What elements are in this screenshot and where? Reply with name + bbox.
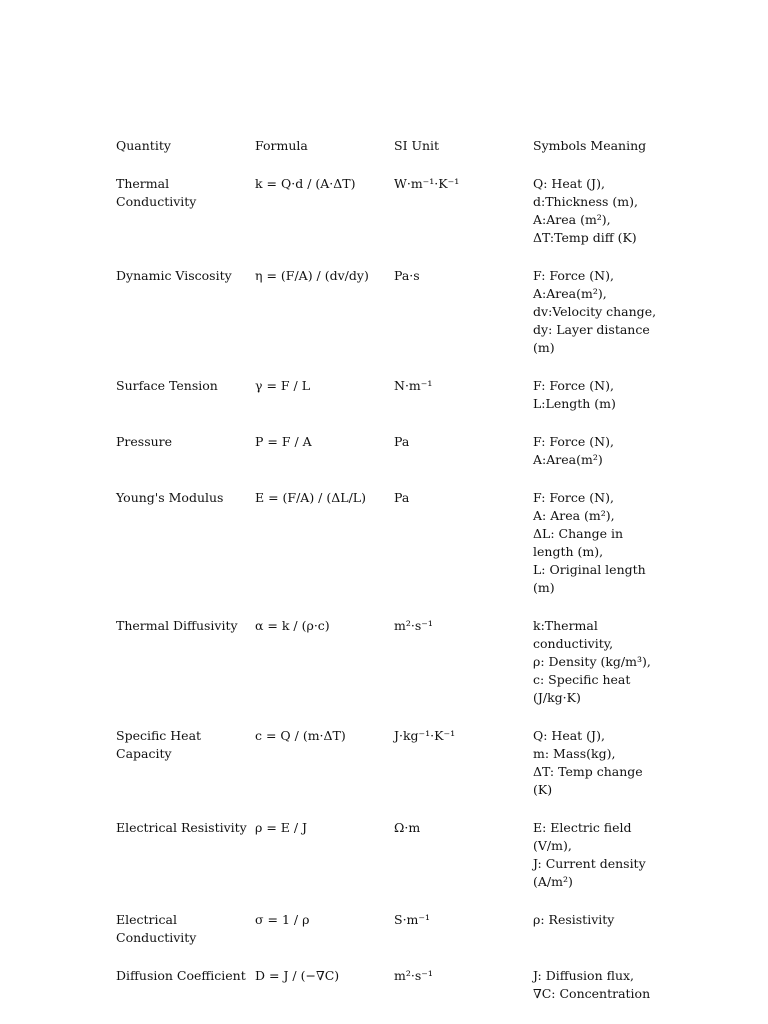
si-unit-cell: [388, 483, 527, 611]
si-unit-cell: [388, 721, 527, 813]
si-unit-cell: [388, 427, 527, 483]
quantity-text: Electrical Resistivity: [116, 820, 247, 835]
symbol-line: ρ: Density (kg/m³),: [533, 654, 651, 669]
symbols-cell: [527, 813, 670, 905]
symbol-line: conductivity,: [533, 636, 614, 651]
quantity-cell: [110, 611, 249, 721]
formula-table: [110, 131, 670, 1017]
table-row: [110, 611, 670, 721]
symbol-line: length (m),: [533, 544, 604, 559]
symbol-line: dy: Layer distance: [533, 322, 650, 337]
table-row: [110, 961, 670, 1017]
symbol-line: F: Force (N),: [533, 268, 614, 283]
si-unit-text: Ω·m: [394, 820, 421, 835]
quantity-text: Specific Heat: [116, 728, 202, 743]
symbols-cell: [527, 483, 670, 611]
si-unit-text: m²·s⁻¹: [394, 968, 433, 983]
formula-text: c = Q / (m·ΔT): [255, 728, 346, 743]
symbols-cell: [527, 611, 670, 721]
quantity-cell: [110, 721, 249, 813]
si-unit-cell: [388, 961, 527, 1017]
symbol-line: (J/kg·K): [533, 690, 581, 705]
quantity-cell: [110, 483, 249, 611]
formula-cell: [249, 371, 388, 427]
symbol-line: ΔT: Temp change: [533, 764, 643, 779]
table-row: [110, 371, 670, 427]
symbol-line: dv:Velocity change,: [533, 304, 657, 319]
si-unit-cell: [388, 611, 527, 721]
formula-cell: [249, 611, 388, 721]
quantity-cell: [110, 961, 249, 1017]
quantity-text: Dynamic Viscosity: [116, 268, 232, 283]
symbol-line: (K): [533, 782, 553, 797]
quantity-text: Pressure: [116, 434, 173, 449]
symbol-line: k:Thermal: [533, 618, 598, 633]
formula-text: σ = 1 / ρ: [255, 912, 310, 927]
symbol-line: ρ: Resistivity: [533, 912, 615, 927]
si-unit-text: m²·s⁻¹: [394, 618, 433, 633]
si-unit-cell: [388, 261, 527, 371]
symbol-line: J: Current density: [533, 856, 646, 871]
formula-cell: [249, 813, 388, 905]
quantity-text: Thermal: [116, 176, 170, 191]
table-row: [110, 427, 670, 483]
symbol-line: J: Diffusion flux,: [533, 968, 635, 983]
symbol-line: A:Area(m²),: [533, 286, 607, 301]
formula-cell: [249, 961, 388, 1017]
symbol-line: E: Electric field: [533, 820, 632, 835]
quantity-text: Capacity: [116, 746, 172, 761]
symbols-cell: [527, 169, 670, 261]
quantity-text: Electrical: [116, 912, 177, 927]
si-unit-cell: [388, 905, 527, 961]
formula-text: ρ = E / J: [255, 820, 308, 835]
header-formula: Formula: [255, 138, 308, 153]
table-row: [110, 169, 670, 261]
formula-cell: [249, 905, 388, 961]
table-row: [110, 905, 670, 961]
symbol-line: d:Thickness (m),: [533, 194, 639, 209]
symbols-cell: [527, 261, 670, 371]
symbols-cell: [527, 961, 670, 1017]
quantity-text: Conductivity: [116, 194, 197, 209]
quantity-text: Young's Modulus: [116, 490, 224, 505]
formula-cell: [249, 721, 388, 813]
symbols-cell: [527, 371, 670, 427]
symbols-cell: [527, 905, 670, 961]
quantity-cell: [110, 427, 249, 483]
si-unit-text: W·m⁻¹·K⁻¹: [394, 176, 460, 191]
quantity-cell: [110, 813, 249, 905]
symbol-line: A:Area (m²),: [533, 212, 611, 227]
si-unit-cell: [388, 169, 527, 261]
quantity-text: Surface Tension: [116, 378, 218, 393]
symbol-line: (V/m),: [533, 838, 572, 853]
symbol-line: (m): [533, 580, 555, 595]
formula-cell: [249, 261, 388, 371]
si-unit-text: Pa: [394, 434, 410, 449]
formula-text: α = k / (ρ·c): [255, 618, 330, 633]
header-quantity: Quantity: [116, 138, 171, 153]
symbol-line: Q: Heat (J),: [533, 176, 605, 191]
table-body: [110, 169, 670, 1017]
symbol-line: A:Area(m²): [533, 452, 603, 467]
si-unit-text: N·m⁻¹: [394, 378, 433, 393]
quantity-text: Conductivity: [116, 930, 197, 945]
symbol-line: c: Specific heat: [533, 672, 631, 687]
symbol-line: Q: Heat (J),: [533, 728, 605, 743]
symbols-cell: [527, 427, 670, 483]
symbol-line: F: Force (N),: [533, 378, 614, 393]
table-row: [110, 813, 670, 905]
symbol-line: L:Length (m): [533, 396, 616, 411]
symbol-line: (m): [533, 340, 555, 355]
si-unit-cell: [388, 371, 527, 427]
quantity-cell: [110, 261, 249, 371]
symbol-line: A: Area (m²),: [533, 508, 615, 523]
table-row: [110, 483, 670, 611]
quantity-text: Thermal Diffusivity: [116, 618, 238, 633]
formula-text: D = J / (−∇C): [255, 968, 340, 983]
symbol-line: m: Mass(kg),: [533, 746, 616, 761]
table-row: [110, 261, 670, 371]
header-si-unit: SI Unit: [394, 138, 440, 153]
formula-text: P = F / A: [255, 434, 312, 449]
formula-text: E = (F/A) / (ΔL/L): [255, 490, 366, 505]
si-unit-text: Pa: [394, 490, 410, 505]
quantity-cell: [110, 371, 249, 427]
symbol-line: F: Force (N),: [533, 434, 614, 449]
table-header-row: [110, 131, 670, 169]
symbols-cell: [527, 721, 670, 813]
symbol-line: ΔT:Temp diff (K): [533, 230, 637, 245]
formula-cell: [249, 169, 388, 261]
formula-text: η = (F/A) / (dv/dy): [255, 268, 369, 283]
formula-cell: [249, 427, 388, 483]
formula-text: k = Q·d / (A·ΔT): [255, 176, 356, 191]
formula-text: γ = F / L: [255, 378, 311, 393]
si-unit-cell: [388, 813, 527, 905]
table-row: [110, 721, 670, 813]
symbol-line: L: Original length: [533, 562, 646, 577]
quantity-text: Diffusion Coefficient: [116, 968, 246, 983]
quantity-cell: [110, 169, 249, 261]
symbol-line: ∇C: Concentration: [533, 986, 651, 1001]
si-unit-text: J·kg⁻¹·K⁻¹: [394, 728, 456, 743]
header-symbols-meaning: Symbols Meaning: [533, 138, 647, 153]
symbol-line: F: Force (N),: [533, 490, 614, 505]
si-unit-text: Pa·s: [394, 268, 420, 283]
formula-cell: [249, 483, 388, 611]
symbol-line: (A/m²): [533, 874, 573, 889]
symbol-line: ΔL: Change in: [533, 526, 624, 541]
si-unit-text: S·m⁻¹: [394, 912, 430, 927]
quantity-cell: [110, 905, 249, 961]
